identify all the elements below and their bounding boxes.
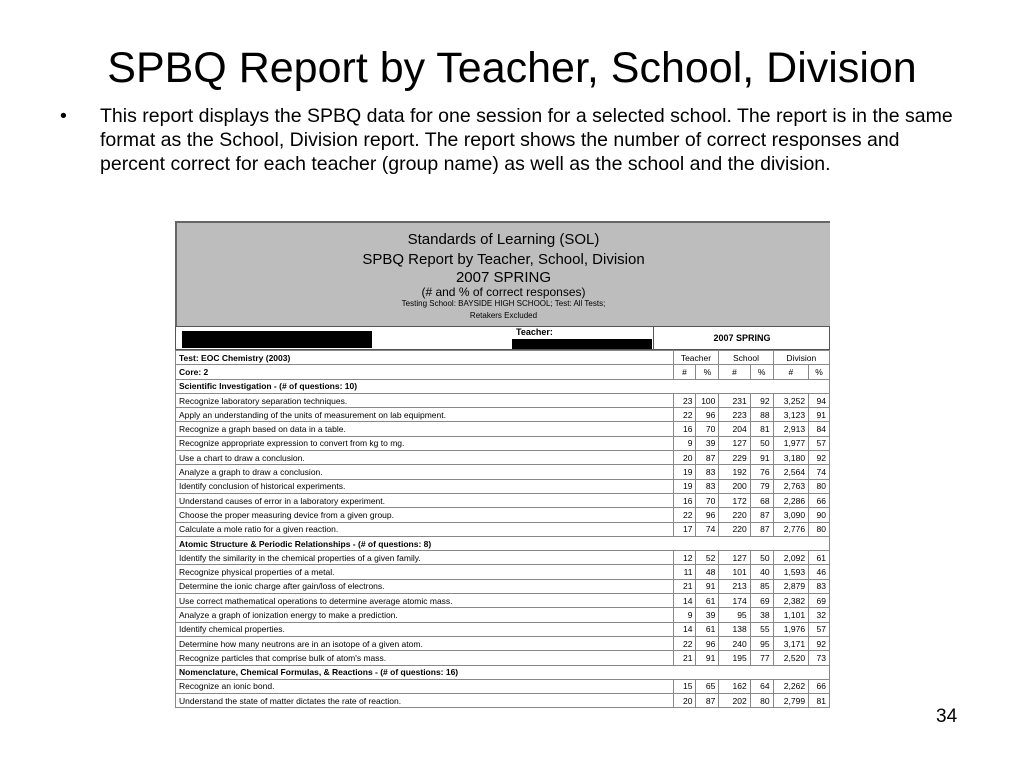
report-image [175, 221, 830, 720]
redaction-block [512, 339, 652, 349]
bullet-icon: • [60, 105, 67, 127]
row-label: Choose the proper measuring device from a given group. [176, 508, 674, 522]
teacher-label: Teacher: [516, 327, 553, 337]
row-value: 16 [673, 493, 696, 507]
row-value: 231 [719, 393, 750, 407]
row-value: 68 [750, 493, 773, 507]
row-value: 38 [750, 608, 773, 622]
row-value: 9 [673, 436, 696, 450]
row-value: 61 [809, 551, 830, 565]
row-value: 240 [719, 636, 750, 650]
row-value: 2,879 [773, 579, 808, 593]
report-header-line1: Standards of Learning (SOL) [407, 231, 600, 248]
row-value: 1,101 [773, 608, 808, 622]
row-value: 220 [719, 522, 750, 536]
row-value: 87 [696, 694, 719, 708]
row-value: 14 [673, 594, 696, 608]
row-value: 100 [696, 393, 719, 407]
row-label: Determine the ionic charge after gain/loss of electrons. [176, 579, 674, 593]
row-value: 81 [809, 694, 830, 708]
row-value: 55 [750, 622, 773, 636]
table-row [176, 551, 830, 565]
row-value: 20 [673, 694, 696, 708]
row-value: 70 [696, 493, 719, 507]
row-value: 92 [809, 636, 830, 650]
row-value: 91 [696, 651, 719, 665]
section-title: Scientific Investigation - (# of questions: 10) [176, 379, 830, 393]
row-value: 92 [809, 451, 830, 465]
row-value: 74 [809, 465, 830, 479]
row-value: 57 [809, 622, 830, 636]
test-label: Test: EOC Chemistry (2003) [176, 351, 674, 365]
row-label: Determine how many neutrons are in an isotope of a given atom. [176, 636, 674, 650]
row-value: 1,977 [773, 436, 808, 450]
bullet-paragraph [60, 104, 960, 176]
row-value: 213 [719, 579, 750, 593]
row-value: 95 [719, 608, 750, 622]
sub-header: % [750, 365, 773, 379]
row-value: 80 [809, 479, 830, 493]
report-header-line5: Testing School: BAYSIDE HIGH SCHOOL; Test: All Tests; [401, 299, 606, 308]
table-row [176, 651, 830, 665]
row-value: 162 [719, 679, 750, 693]
row-value: 9 [673, 608, 696, 622]
row-value: 83 [696, 479, 719, 493]
row-label: Use a chart to draw a conclusion. [176, 451, 674, 465]
row-label: Apply an understanding of the units of measurement on lab equipment. [176, 408, 674, 422]
row-value: 90 [809, 508, 830, 522]
row-value: 81 [750, 422, 773, 436]
group-header: Teacher [673, 351, 719, 365]
report-header [175, 221, 830, 328]
row-value: 16 [673, 422, 696, 436]
row-value: 172 [719, 493, 750, 507]
row-value: 2,776 [773, 522, 808, 536]
table-row [176, 594, 830, 608]
row-value: 66 [809, 679, 830, 693]
row-value: 87 [750, 522, 773, 536]
table-row [176, 522, 830, 536]
row-value: 192 [719, 465, 750, 479]
table-row [176, 408, 830, 422]
row-value: 2,520 [773, 651, 808, 665]
row-value: 46 [809, 565, 830, 579]
core-label: Core: 2 [176, 365, 674, 379]
teacher-bar [175, 326, 830, 350]
report-header-line4: (# and % of correct responses) [421, 285, 586, 299]
row-value: 83 [809, 579, 830, 593]
row-value: 77 [750, 651, 773, 665]
row-label: Analyze a graph of ionization energy to make a prediction. [176, 608, 674, 622]
row-label: Recognize physical properties of a metal. [176, 565, 674, 579]
report-table [175, 350, 830, 708]
row-value: 79 [750, 479, 773, 493]
row-label: Recognize laboratory separation techniques. [176, 393, 674, 407]
row-value: 200 [719, 479, 750, 493]
row-value: 85 [750, 579, 773, 593]
row-value: 74 [696, 522, 719, 536]
row-value: 2,564 [773, 465, 808, 479]
row-value: 11 [673, 565, 696, 579]
row-label: Identify conclusion of historical experiments. [176, 479, 674, 493]
row-value: 3,252 [773, 393, 808, 407]
table-row [176, 622, 830, 636]
row-value: 195 [719, 651, 750, 665]
session-label: 2007 SPRING [713, 333, 771, 343]
section-title: Atomic Structure & Periodic Relationships - (# of questions: 8) [176, 536, 830, 550]
table-row [176, 465, 830, 479]
row-value: 96 [696, 636, 719, 650]
table-row [176, 479, 830, 493]
row-value: 223 [719, 408, 750, 422]
row-value: 127 [719, 551, 750, 565]
page-number: 34 [936, 706, 958, 727]
sub-header: # [773, 365, 808, 379]
row-value: 14 [673, 622, 696, 636]
table-row [176, 422, 830, 436]
row-value: 1,593 [773, 565, 808, 579]
row-value: 95 [750, 636, 773, 650]
row-value: 2,382 [773, 594, 808, 608]
row-value: 220 [719, 508, 750, 522]
row-value: 3,171 [773, 636, 808, 650]
row-value: 22 [673, 636, 696, 650]
row-label: Recognize particles that comprise bulk of atom's mass. [176, 651, 674, 665]
row-value: 2,092 [773, 551, 808, 565]
report-header-line2: SPBQ Report by Teacher, School, Division [362, 251, 645, 268]
row-value: 2,799 [773, 694, 808, 708]
row-value: 3,123 [773, 408, 808, 422]
row-value: 138 [719, 622, 750, 636]
row-value: 61 [696, 594, 719, 608]
row-label: Recognize appropriate expression to convert from kg to mg. [176, 436, 674, 450]
table-row [176, 565, 830, 579]
row-value: 3,090 [773, 508, 808, 522]
row-value: 84 [809, 422, 830, 436]
row-value: 69 [750, 594, 773, 608]
bullet-text: This report displays the SPBQ data for one session for a selected school. The report is in the same format as the School, Division report. The report shows the number of correct responses and percent correct for each teacher (group name) as well as the school and the division. [100, 105, 953, 175]
sub-header: % [696, 365, 719, 379]
row-value: 202 [719, 694, 750, 708]
report-header-line3: 2007 SPRING [455, 269, 552, 286]
row-value: 94 [809, 393, 830, 407]
section-row [176, 536, 830, 550]
row-label: Identify chemical properties. [176, 622, 674, 636]
table-row [176, 608, 830, 622]
row-value: 1,976 [773, 622, 808, 636]
row-value: 174 [719, 594, 750, 608]
row-value: 22 [673, 408, 696, 422]
sub-header: # [719, 365, 750, 379]
table-row [176, 493, 830, 507]
row-value: 61 [696, 622, 719, 636]
row-value: 127 [719, 436, 750, 450]
row-value: 204 [719, 422, 750, 436]
table-header-row [176, 351, 830, 365]
row-value: 40 [750, 565, 773, 579]
row-value: 52 [696, 551, 719, 565]
row-value: 96 [696, 508, 719, 522]
row-value: 22 [673, 508, 696, 522]
row-value: 87 [750, 508, 773, 522]
report-table-body [176, 351, 830, 708]
row-value: 101 [719, 565, 750, 579]
row-value: 2,286 [773, 493, 808, 507]
row-label: Understand the state of matter dictates the rate of reaction. [176, 694, 674, 708]
row-value: 23 [673, 393, 696, 407]
table-row [176, 679, 830, 693]
table-row [176, 579, 830, 593]
section-row [176, 665, 830, 679]
table-row [176, 436, 830, 450]
row-value: 21 [673, 579, 696, 593]
row-label: Identify the similarity in the chemical properties of a given family. [176, 551, 674, 565]
row-value: 83 [696, 465, 719, 479]
row-value: 96 [696, 408, 719, 422]
redaction-block [182, 331, 372, 348]
slide-title: SPBQ Report by Teacher, School, Division [107, 44, 917, 92]
row-value: 20 [673, 451, 696, 465]
row-value: 39 [696, 436, 719, 450]
row-value: 2,763 [773, 479, 808, 493]
group-header: School [719, 351, 773, 365]
row-value: 91 [750, 451, 773, 465]
section-title: Nomenclature, Chemical Formulas, & Reactions - (# of questions: 16) [176, 665, 830, 679]
table-row [176, 694, 830, 708]
row-value: 92 [750, 393, 773, 407]
row-value: 87 [696, 451, 719, 465]
group-header: Division [773, 351, 829, 365]
row-value: 48 [696, 565, 719, 579]
row-value: 12 [673, 551, 696, 565]
row-value: 69 [809, 594, 830, 608]
row-value: 3,180 [773, 451, 808, 465]
table-row [176, 636, 830, 650]
row-value: 80 [750, 694, 773, 708]
row-value: 76 [750, 465, 773, 479]
row-value: 88 [750, 408, 773, 422]
table-row [176, 393, 830, 407]
row-label: Use correct mathematical operations to determine average atomic mass. [176, 594, 674, 608]
row-value: 80 [809, 522, 830, 536]
row-value: 17 [673, 522, 696, 536]
row-label: Recognize a graph based on data in a table. [176, 422, 674, 436]
row-value: 65 [696, 679, 719, 693]
row-value: 2,262 [773, 679, 808, 693]
row-value: 50 [750, 436, 773, 450]
row-value: 15 [673, 679, 696, 693]
row-value: 39 [696, 608, 719, 622]
report-header-line6: Retakers Excluded [469, 311, 538, 320]
sub-header: % [809, 365, 830, 379]
row-value: 70 [696, 422, 719, 436]
row-value: 73 [809, 651, 830, 665]
row-label: Understand causes of error in a laboratory experiment. [176, 493, 674, 507]
row-value: 19 [673, 479, 696, 493]
row-value: 21 [673, 651, 696, 665]
row-value: 32 [809, 608, 830, 622]
row-value: 91 [809, 408, 830, 422]
row-value: 50 [750, 551, 773, 565]
row-value: 2,913 [773, 422, 808, 436]
row-value: 91 [696, 579, 719, 593]
row-value: 66 [809, 493, 830, 507]
section-row [176, 379, 830, 393]
row-value: 57 [809, 436, 830, 450]
row-label: Recognize an ionic bond. [176, 679, 674, 693]
row-label: Calculate a mole ratio for a given reaction. [176, 522, 674, 536]
table-row [176, 508, 830, 522]
row-value: 229 [719, 451, 750, 465]
row-value: 19 [673, 465, 696, 479]
row-value: 64 [750, 679, 773, 693]
row-label: Analyze a graph to draw a conclusion. [176, 465, 674, 479]
table-row [176, 451, 830, 465]
sub-header: # [673, 365, 696, 379]
table-subheader-row [176, 365, 830, 379]
